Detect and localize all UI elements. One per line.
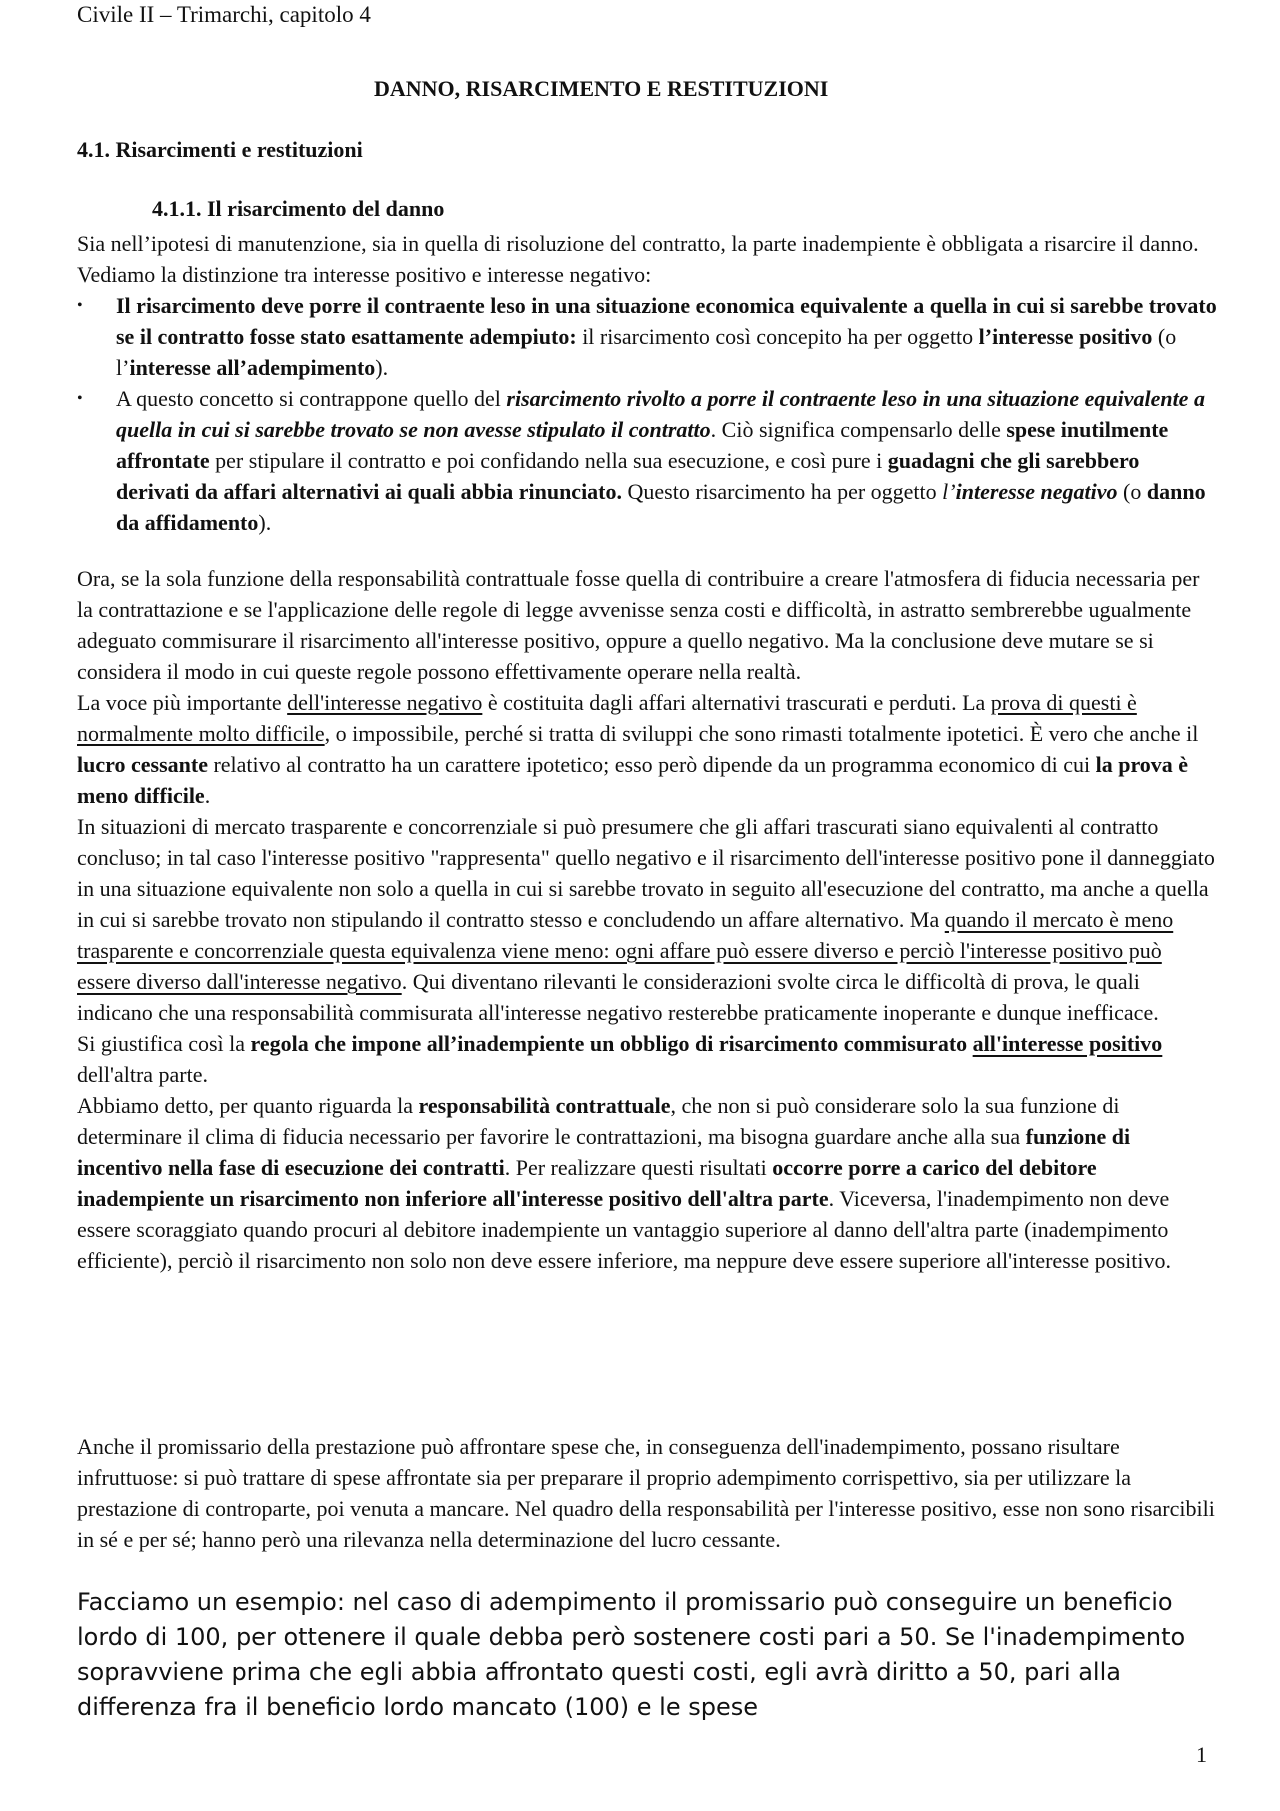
subsection-heading: 4.1.1. Il risarcimento del danno [152,196,445,221]
bold-text: interesse all’adempimento [129,355,376,380]
paragraph-voce [77,687,1217,811]
bold-text: responsabilità contrattuale [418,1093,671,1118]
text-run: relativo al contratto ha un carattere ipotetico; esso però dipende da un programma economico di cui [207,752,1096,777]
bold-text: lucro cessante [77,752,208,777]
intro-block [77,228,1217,538]
bold-text: Il risarcimento deve porre il contraente leso in una situazione economica equivalente a quella in cui si sarebbe trovato se il contratto fosse stato esattamente adempiuto: [116,293,1217,349]
text-run: A questo concetto si contrappone quello del [116,386,507,411]
paragraph-abbiamo [77,1090,1217,1276]
underlined-text: prova di questi è normalmente molto difficile [77,690,1137,746]
page-number: 1 [1196,1742,1207,1767]
text-run: . Ciò significa compensarlo delle [710,417,1007,442]
paragraph-mercato [77,811,1217,1028]
italic-text: l’ [942,479,956,504]
text-run: (o l’ [116,324,1177,380]
bold-text: la prova è meno difficile [77,752,1189,808]
bold-text: l’interesse positivo [978,324,1153,349]
discussion-block [77,563,1217,1276]
underlined-text: dell'interesse negativo [287,690,483,715]
paragraph-promissario: Anche il promissario della prestazione può affrontare spese che, in conseguenza dell'inadempimento, possano risultare infruttuose: si può trattare di spese affrontate sia per preparare il proprio adempimento corrispettivo, sia per utilizzare la prestazione di controparte, poi venuta a mancare. Nel quadro della responsabilità per l'interesse positivo, esse non sono risarcibili in sé e per sé; hanno però una rilevanza nella determinazione del lucro cessante. [77,1434,1215,1552]
paragraph-esempio: Facciamo un esempio: nel caso di adempimento il promissario può conseguire un beneficio lordo di 100, per ottenere il quale debba però sostenere costi pari a 50. Se l'inadempimento sopravviene prima che egli abbia affrontato questi costi, egli avrà diritto a 50, pari alla differenza fra il beneficio lordo mancato (100) e le spese [77,1588,1186,1721]
bold-text: funzione di incentivo nella fase di esecuzione dei contratti [77,1124,1131,1180]
text-run: . Qui diventano rilevanti le considerazioni svolte circa le difficoltà di prova, le quali indicano che una responsabilità commisurata all'interesse negativo resterebbe praticamente inoperante e dunque inefficace. [77,969,1159,1025]
bold-text: guadagni che gli sarebbero derivati da affari alternativi ai quali abbia rinunciato. [116,448,1140,504]
text-run: Questo risarcimento ha per oggetto [622,479,943,504]
text-run: il risarcimento così concepito ha per oggetto [576,324,979,349]
paragraph-ora: Ora, se la sola funzione della responsabilità contrattuale fosse quella di contribuire a creare l'atmosfera di fiducia necessaria per la contrattazione e se l'applicazione delle regole di legge avvenisse senza costi e difficoltà, in astratto sembrerebbe ugualmente adeguato commisurare il risarcimento all'interesse positivo, oppure a quello negativo. Ma la conclusione deve mutare se si considera il modo in cui queste regole possono effettivamente operare nella realtà. [77,566,1200,684]
example-block [77,1585,1227,1725]
text-run: ). [258,510,272,535]
bold-italic-text: interesse negativo [955,479,1118,504]
interest-bullet-list [77,290,1217,538]
intro-paragraph: Sia nell’ipotesi di manutenzione, sia in quella di risoluzione del contratto, la parte inadempiente è obbligata a risarcire il danno. Vediamo la distinzione tra interesse positivo e interesse negativo: [77,231,1199,287]
bullet-positive-interest [77,290,1217,383]
text-run: , o impossibile, perché si tratta di sviluppi che sono rimasti totalmente ipotetici. È vero che anche il [324,721,1199,746]
bold-underlined-text: all'interesse positivo [972,1031,1163,1056]
bold-text: danno da affidamento [116,479,1206,535]
text-run: . [204,783,211,808]
text-run: Abbiamo detto, per quanto riguarda la [77,1093,419,1118]
text-run: è costituita dagli affari alternativi trascurati e perduti. La [482,690,991,715]
text-run: ). [375,355,389,380]
bullet-negative-interest [77,383,1217,538]
text-run: In situazioni di mercato trasparente e concorrenziale si può presumere che gli affari trascurati siano equivalenti al contratto concluso; in tal caso l'interesse positivo "rappresenta" quello negativo e il risarcimento dell'interesse positivo pone il danneggiato in una situazione equivalente non solo a quella in cui si sarebbe trovato in seguito all'esecuzione del contratto, ma anche a quella in cui si sarebbe trovato non stipulando il contratto stesso e concludendo un affare alternativo. Ma [77,814,1215,932]
text-run: Si giustifica così la [77,1031,251,1056]
text-run: La voce più importante [77,690,288,715]
text-run: . Viceversa, l'inadempimento non deve essere scoraggiato quando procuri al debitore inadempiente un vantaggio superiore al danno dell'altra parte (inadempimento efficiente), perciò il risarcimento non solo non deve essere inferiore, ma neppure deve essere superiore all'interesse positivo. [77,1186,1171,1273]
text-run: (o [1117,479,1147,504]
bold-text: occorre porre a carico del debitore inadempiente un risarcimento non inferiore all'interesse positivo dell'altra parte [77,1155,1097,1211]
bold-italic-text: risarcimento rivolto a porre il contraente leso in una situazione equivalente a quella in cui si sarebbe trovato se non avesse stipulato il contratto [116,386,1205,442]
bold-text: regola che impone all’inadempiente un obbligo di risarcimento commisurato [250,1031,973,1056]
running-header: Civile II – Trimarchi, capitolo 4 [77,2,371,27]
underlined-text: quando il mercato è meno trasparente e concorrenziale questa equivalenza viene meno: ogni affare può essere diverso e perciò l'interesse positivo può essere diverso dall'interesse negativo [77,907,1174,994]
promissario-block [77,1431,1217,1555]
section-heading: 4.1. Risarcimenti e restituzioni [77,137,363,162]
bold-text: spese inutilmente affrontate [116,417,1169,473]
paragraph-regola [77,1028,1217,1090]
text-run: . Per realizzare questi risultati [504,1155,773,1180]
text-run: per stipulare il contratto e poi confidando nella sua esecuzione, e così pure i [209,448,888,473]
chapter-title: DANNO, RISARCIMENTO E RESTITUZIONI [374,76,829,101]
text-run: , che non si può considerare solo la sua funzione di determinare il clima di fiducia necessario per favorire le contrattazioni, ma bisogna guardare anche alla sua [77,1093,1120,1149]
text-run: dell'altra parte. [77,1062,209,1087]
